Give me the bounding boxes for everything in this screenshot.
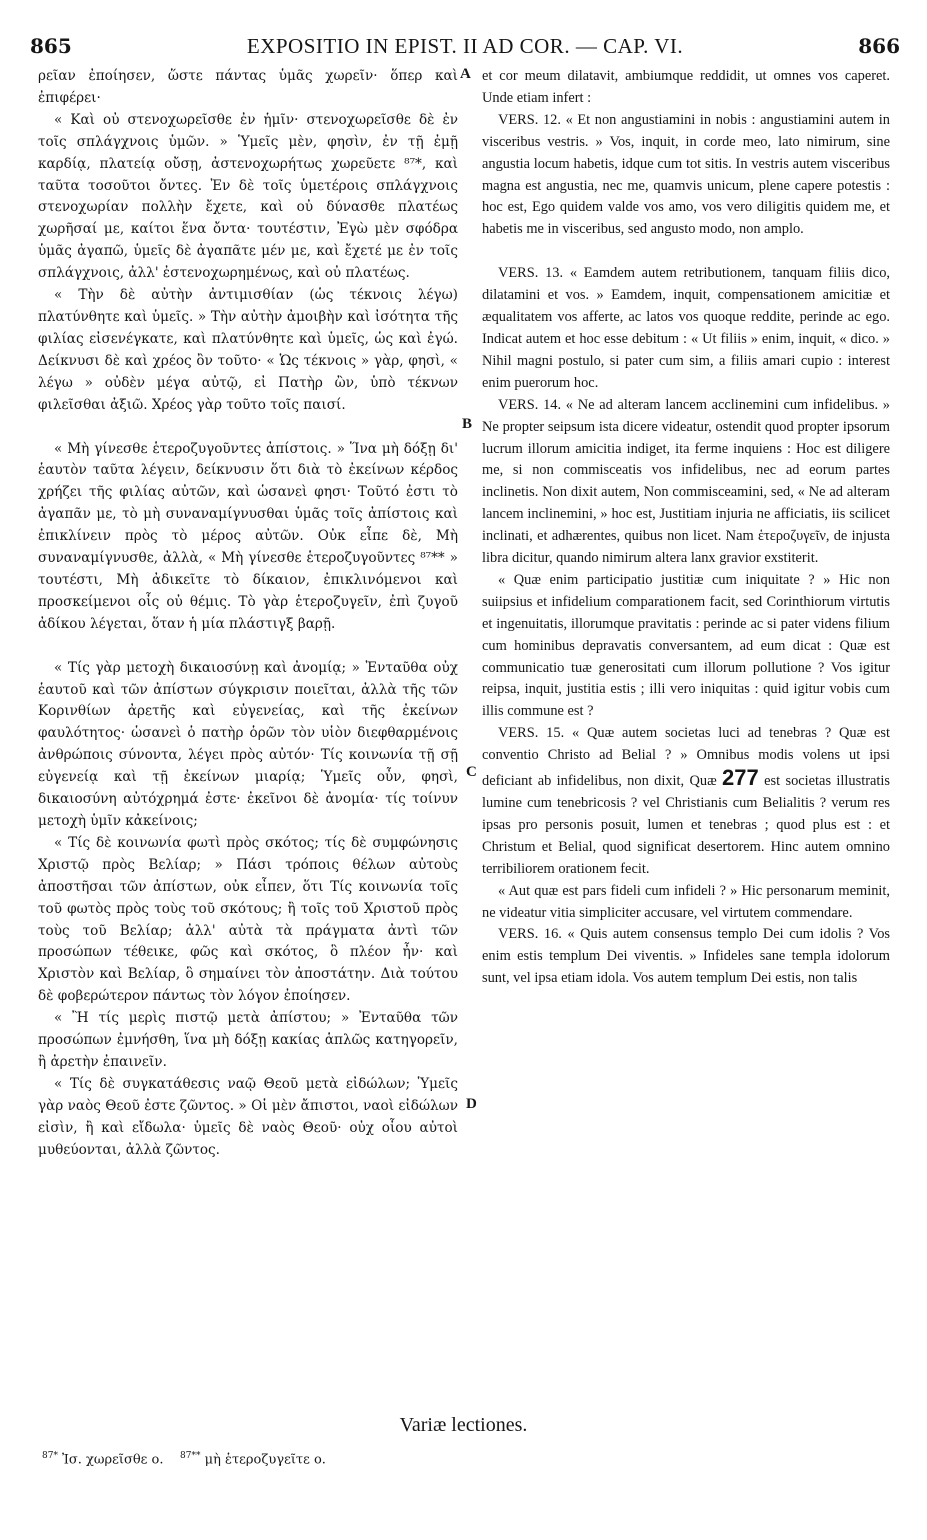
greek-paragraph: « Μὴ γίνεσθε ἑτεροζυγοῦντες ἀπίστοις. » Ἵνα μὴ δόξῃ δι' ἑαυτὸν ταῦτα λέγειν, δείκνυσιν ὅτι διὰ τὸ ἐκείνων κέρδος χρήζει τῆς φιλίας αὐτῶν, καὶ ὡσανεὶ φησι· Τοῦτό ἐστι τὸ ἀγαπᾶν με, τὸ μὴ συναναμίγνυσθαι ὑμᾶς τοῖς ἀπίστοις καὶ ἐπικλίνειν πρὸς τὸ μέρος αὐτῶν. Οὐκ εἶπε δὲ, Μὴ συναναμίγνυσθε, ἀλλὰ, « Μὴ γίνεσθε ἑτεροζυγοῦντες ⁸⁷** » τουτέστι, Μὴ ἀδικεῖτε τὸ δίκαιον, ἐπικλινόμενοι καὶ προσκείμενοι οἷς οὐ θέμις. Τὸ γὰρ ἑτεροζυγεῖν, ἐπὶ ζυγοῦ ἀδίκου λέγεται, ὅταν ἡ μία πλάστιγξ βαρῇ. — [38, 440, 458, 632]
greek-paragraph: « Τίς δὲ συγκατάθεσις ναῷ Θεοῦ μετὰ εἰδώλων; Ὑμεῖς γὰρ ναὸς Θεοῦ ἐστε ζῶντος. » Οἱ μὲν ἄπιστοι, ναοὶ εἰδώλων εἰσὶν, ἢ καὶ εἴδωλα· ὑμεῖς δὲ ναὸς Θεοῦ· οὐχ οἷου αὐτοὶ μυθεύονται, ἀλλὰ ζῶντος. — [38, 1075, 458, 1158]
column-number: 277 — [722, 765, 759, 791]
footnote-number: 87* — [42, 1451, 58, 1461]
greek-paragraph: « Τίς δὲ κοινωνία φωτὶ πρὸς σκότος; τίς δὲ συμφώνησις Χριστῷ πρὸς Βελίαρ; » Πάσι τρόποις θέλων αὐτοὺς ἀποστῆσαι τῶν ἀπίστων, οὐκ εἶπεν, ὅτι Τίς κοινωνία τοῖς τοῦ φωτὸς πρὸς τοὺς τοῦ σκότους; ἢ τοῖς τοῦ Χριστοῦ πρὸς τοὺς τοῦ Βελίαρ; ἀλλ' αὐτὰ τὰ πράγματα ἀντὶ τῶν προσώπων τέθεικε, φῶς καὶ σκότος, ὃ πλέον ἦν· καὶ Χριστὸν καὶ Βελίαρ, ὃ σημαίνει τὸν ἀποστάτην. Διὰ τούτου δὲ φοβερώτερον πάντως τὸν λόγον ἐποίησεν. — [38, 834, 458, 1005]
latin-paragraph: VERS. 13. « Eamdem autem retributionem, tanquam filiis dico, dilatamini et vos. » Eamdem, inquit, compensationem amicitiæ et æqualitatem vos afferte, ac latos vos quoque reddite, perinde ac ego. Indicat autem et hoc esse debitum : « Ut filiis » enim, inquit, « dico. » Nihil magni postulo, si pater cum sim, a filiis amari cupio : interest enim puerorum hoc. — [482, 265, 890, 391]
greek-paragraph: « Καὶ οὐ στενοχωρεῖσθε ἐν ἡμῖν· στενοχωρεῖσθε δὲ ἐν τοῖς σπλάγχνοις ὑμῶν. » Ὑμεῖς μὲν, φησὶν, ἐν τῇ ἐμῇ καρδίᾳ, πλατείᾳ οὔσῃ, ἀστενοχωρήτως χωρεῦετε ⁸⁷*, καὶ ταῦτα τοσοῦτοι ὄντες. Ἐν δὲ τοῖς ὑμετέροις σπλάγχνοις στενοχωρίαν πολλὴν ἔχετε, καὶ οὐ δύνασθε πλατέως χωρῆσαί με, καίτοι ἕνα ὄντα· τουτέστιν, Ἐγὼ μὲν σφόδρα ὑμᾶς ἀγαπῶ, ὑμεῖς δὲ ἀγαπᾶτε μέν με, καὶ ἔχετέ με ἐν τοῖς σπλάγχνοις, ἀλλ' ἐστενοχωρημένως, καὶ οὐ πλατέως. — [38, 111, 458, 282]
latin-column — [482, 66, 890, 990]
margin-marker-b: B — [462, 416, 473, 432]
footnote-text: μὴ ἑτεροζυγεῖτε ο. — [204, 1452, 326, 1468]
margin-marker-a: A — [460, 66, 471, 82]
greek-paragraph: ρεῖαν ἐποίησεν, ὥστε πάντας ὑμᾶς χωρεῖν· ὅπερ καὶ ἐπιφέρει· — [38, 68, 458, 106]
latin-text: est societas illustratis lumine cum tenebricosis ? vel Christianis cum Belialitis ? verum res ipsas pro personis posuit, lumen et tenebras ; quod plus est : et Christum et Belial, quod significat desertorem. Hinc autem omnino terribiliorem orationem fecit. — [482, 773, 890, 877]
latin-paragraph: et cor meum dilatavit, ambiumque reddidit, ut omnes vos caperet. Unde etiam infert : — [482, 68, 890, 106]
latin-text: VERS. 15. « Quæ autem societas luci ad tenebras ? Quæ est conventio Christo ad Belial ? » Omnibus modis volens ut ipsi deficiant ab infidelibus, non dixit, Quæ — [482, 725, 890, 790]
running-title: EXPOSITIO IN EPIST. II AD COR. — CAP. VI. — [246, 34, 684, 58]
latin-paragraph: VERS. 16. « Quis autem consensus templo Dei cum idolis ? Vos enim estis templum Dei viventis. » Infideles sane templa idolorum sunt, vel ipsa etiam idola. Vos autem templum Dei estis, non talis — [482, 926, 890, 987]
margin-marker-d: D — [466, 1096, 477, 1112]
latin-paragraph: VERS. 14. « Ne ad alteram lancem acclinemini cum infidelibus. » Ne propter seipsum ista dicere videatur, ostendit quod propter ipsorum lucrum illorum amicitia indiget, ita ferme inquiens : Hoc est diligere me, si non commisceatis vos infidelibus, nec ad eorum partes inclinetis. Non dixit autem, Non commisceamini, sed, « Ne ad alteram lancem inclinemini, » hoc est, Justitiam injuria ne afficiatis, iis scilicet inclinati, et adhærentes, quibus non licet. Nam ἑτεροζυγεῖν, de injusta libra dicitur, quando nimirum altera lanx gravior exstiterit. — [482, 396, 890, 567]
latin-paragraph: VERS. 12. « Et non angustiamini in nobis : angustiamini autem in visceribus vestris. » Vos, inquit, in corde meo, lato nimirum, sine angustia locum habetis, idque cum tot sitis. In vestris autem visceribus magna est angustia, nec me, quamvis unicum, plene capere potestis : hoc est, Ego quidem valde vos amo, vos vero diligitis quidem me, et habetis me in visceribus, sed angusto modo, non amplo. — [482, 111, 890, 238]
footnote-text: Ἰσ. χωρεῖσθε ο. — [62, 1452, 164, 1468]
page-number-right: 866 — [858, 34, 900, 58]
greek-column — [38, 66, 458, 1162]
greek-paragraph: « Τὴν δὲ αὐτὴν ἀντιμισθίαν (ὡς τέκνοις λέγω) πλατύνθητε καὶ ὑμεῖς. » Τὴν αὐτὴν ἀμοιβὴν καὶ ἰσότητα τῆς φιλίας εἰσενέγκατε, καὶ πλατύνθητε καὶ ὑμεῖς, ὡς καὶ ἐγώ. Δείκνυσι δὲ καὶ χρέος ὂν τοῦτο· « Ὡς τέκνοις » γὰρ, φησὶ, « λέγω » οὐδὲν μέγα αὐτῷ, εἰ Πατὴρ ὢν, ὑπὸ τέκνων φιλεῖσθαι ἀξιῶ. Χρέος γὰρ τοῦτο τοῖς παισί. — [38, 287, 458, 413]
latin-paragraph: « Quæ enim participatio justitiæ cum iniquitate ? » Hic non suiipsius et infidelium comparationem facit, sed Corinthiorum virtutis et ingenuitatis, illorumque pravitatis : perinde ac si pater videns filium cum hominibus depravatis conversantem, ad eum dicat : Quæ est communicatio tuæ generositati cum illorum pollutione ? Vos igitur reipsa, inquit, justitia estis ; illi vero iniquitas : quid igitur vobis cum illis commune est ? — [482, 571, 890, 720]
variae-lectiones-heading: Variæ lectiones. — [399, 1414, 528, 1436]
latin-paragraph — [482, 723, 890, 880]
running-header — [30, 34, 900, 64]
greek-paragraph: « Ἢ τίς μερὶς πιστῷ μετὰ ἀπίστου; » Ἐνταῦθα τῶν προσώπων ἐμνήσθη, ἵνα μὴ δόξῃ κακίας ἁπλῶς κατηγορεῖν, ἢ ἀρετὴν ἐπαινεῖν. — [38, 1010, 458, 1070]
footnote-number: 87** — [180, 1451, 201, 1461]
footnotes — [42, 1451, 882, 1467]
latin-paragraph: « Aut quæ est pars fideli cum infideli ? » Hic personarum meminit, ne videatur vitia simpliciter accusare, vel virtutem commendare. — [482, 882, 890, 921]
greek-paragraph: « Τίς γὰρ μετοχὴ δικαιοσύνῃ καὶ ἀνομίᾳ; » Ἐνταῦθα οὐχ ἑαυτοῦ καὶ τῶν ἀπίστων σύγκρισιν ποιεῖται, ἀλλὰ τῆς τῶν Κορινθίων ἀρετῆς καὶ εὐγενείας, καὶ τῆς ἐκείνων φαυλότητος· ὡσανεὶ ὁ πατὴρ ὁρῶν τὸν υἱὸν διεφθαρμένοις ἀνθρώποις σύνοντα, λέγει πρὸς αὐτόν· Τίς κοινωνία τῇ σῇ εὐγενείᾳ καὶ τῇ ἐκείνων μιαρίᾳ; Ὑμεῖς οὖν, φησὶ, δικαιοσύνη αὐτόχρημά ἐστε· ἐκεῖνοι δὲ ἀνομία· τίς τοίνυν μετοχὴ ὑμῖν κἀκείνοις; — [38, 659, 458, 829]
page-number-left: 865 — [30, 34, 72, 58]
margin-marker-c: C — [466, 764, 477, 780]
